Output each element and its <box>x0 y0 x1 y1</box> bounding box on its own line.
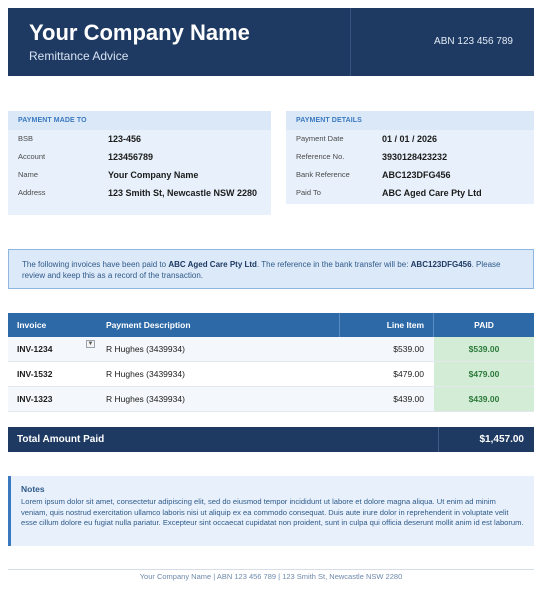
invoice-number: INV-1532 <box>17 369 53 379</box>
field-value: 123 Smith St, Newcastle NSW 2280 <box>108 188 258 198</box>
dropdown-toggle-icon[interactable]: ▼ <box>87 341 94 347</box>
total-amount: $1,457.00 <box>479 434 524 445</box>
line-item-amount: $539.00 <box>393 344 424 354</box>
column-header-description: Payment Description <box>106 320 191 330</box>
field-value: 123456789 <box>108 152 154 162</box>
paid-amount: $539.00 <box>468 344 500 354</box>
paid-amount: $439.00 <box>468 394 500 404</box>
document-subtitle: Remittance Advice <box>29 49 129 63</box>
notice-text: . The reference in the bank transfer will be: <box>256 260 411 269</box>
total-label: Total Amount Paid <box>17 434 105 445</box>
field-label: BSB <box>18 134 34 143</box>
notice-reference: ABC123DFG456 <box>410 260 472 269</box>
payment-notice <box>8 249 534 289</box>
field-value: Your Company Name <box>108 170 199 180</box>
notice-text: . Please review and keep this as a record of the transaction. <box>22 260 501 280</box>
field-row-reference-no <box>286 150 534 168</box>
line-item-amount: $439.00 <box>393 394 424 404</box>
payment-details-panel <box>286 111 534 204</box>
column-header-invoice: Invoice <box>17 320 47 330</box>
header-divider <box>350 8 351 76</box>
field-value: ABC123DFG456 <box>382 170 451 180</box>
invoice-table <box>8 313 534 412</box>
table-header <box>8 313 534 337</box>
field-label: Paid To <box>296 188 321 197</box>
field-label: Reference No. <box>296 152 345 161</box>
notice-text: The following invoices have been paid to <box>22 260 169 269</box>
table-row <box>8 337 534 362</box>
notes-title: Notes <box>21 484 45 494</box>
paid-amount: $479.00 <box>468 369 500 379</box>
table-row <box>8 387 534 412</box>
field-row-paid-to <box>286 186 534 204</box>
line-item-amount: $479.00 <box>393 369 424 379</box>
field-label: Name <box>18 170 39 179</box>
field-row-payment-date <box>286 132 534 150</box>
field-label: Address <box>18 188 46 197</box>
header-banner <box>8 8 534 76</box>
field-label: Payment Date <box>296 134 344 143</box>
notice-payee: ABC Aged Care Pty Ltd <box>168 260 257 269</box>
field-row-name <box>8 168 271 186</box>
payment-description: R Hughes (3439934) <box>106 344 185 354</box>
table-body <box>8 337 534 412</box>
field-row-account <box>8 150 271 168</box>
panel-title: PAYMENT MADE TO <box>8 111 271 130</box>
company-name: Your Company Name <box>29 20 250 45</box>
field-value: 123-456 <box>108 134 142 144</box>
panel-title: PAYMENT DETAILS <box>286 111 534 130</box>
total-divider <box>438 427 439 452</box>
field-label: Account <box>18 152 46 161</box>
column-header-line-item: Line Item <box>386 320 424 330</box>
field-value: 01 / 01 / 2026 <box>382 134 438 144</box>
field-row-address <box>8 186 271 214</box>
field-row-bank-reference <box>286 168 534 186</box>
column-header-paid: PAID <box>474 320 494 330</box>
table-row <box>8 362 534 387</box>
field-value: ABC Aged Care Pty Ltd <box>382 188 482 198</box>
payment-description: R Hughes (3439934) <box>106 394 185 404</box>
field-label: Bank Reference <box>296 170 350 179</box>
invoice-number: INV-1234 <box>17 344 53 354</box>
footer-text: Your Company Name | ABN 123 456 789 | 123 Smith St, Newcastle NSW 2280 <box>139 572 403 581</box>
invoice-number: INV-1323 <box>17 394 53 404</box>
notes-section <box>8 476 534 546</box>
header-title-block <box>8 8 350 76</box>
notes-body: Lorem ipsum dolor sit amet, consectetur adipiscing elit, sed do eiusmod tempor incididunt ut labore et dolore magna aliqua. Ut enim ad minim veniam, quis nostrud exercitation ullamco laboris nisi ut aliquip ex ea commodo consequat. Duis aute irure dolor in reprehenderit in voluptate velit esse cillum dolore eu fugiat nulla pariatur. Excepteur sint occaecat cupidatat non proident, sunt in culpa qui officia deserunt mollit anim id est laborum. <box>21 497 524 527</box>
payment-made-to-panel <box>8 111 271 215</box>
total-bar <box>8 427 534 452</box>
field-row-bsb <box>8 132 271 150</box>
field-value: 3930128423232 <box>382 152 448 162</box>
column-divider <box>339 313 340 337</box>
footer-divider <box>8 569 534 570</box>
payment-description: R Hughes (3439934) <box>106 369 185 379</box>
header-abn: ABN 123 456 789 <box>434 36 513 47</box>
